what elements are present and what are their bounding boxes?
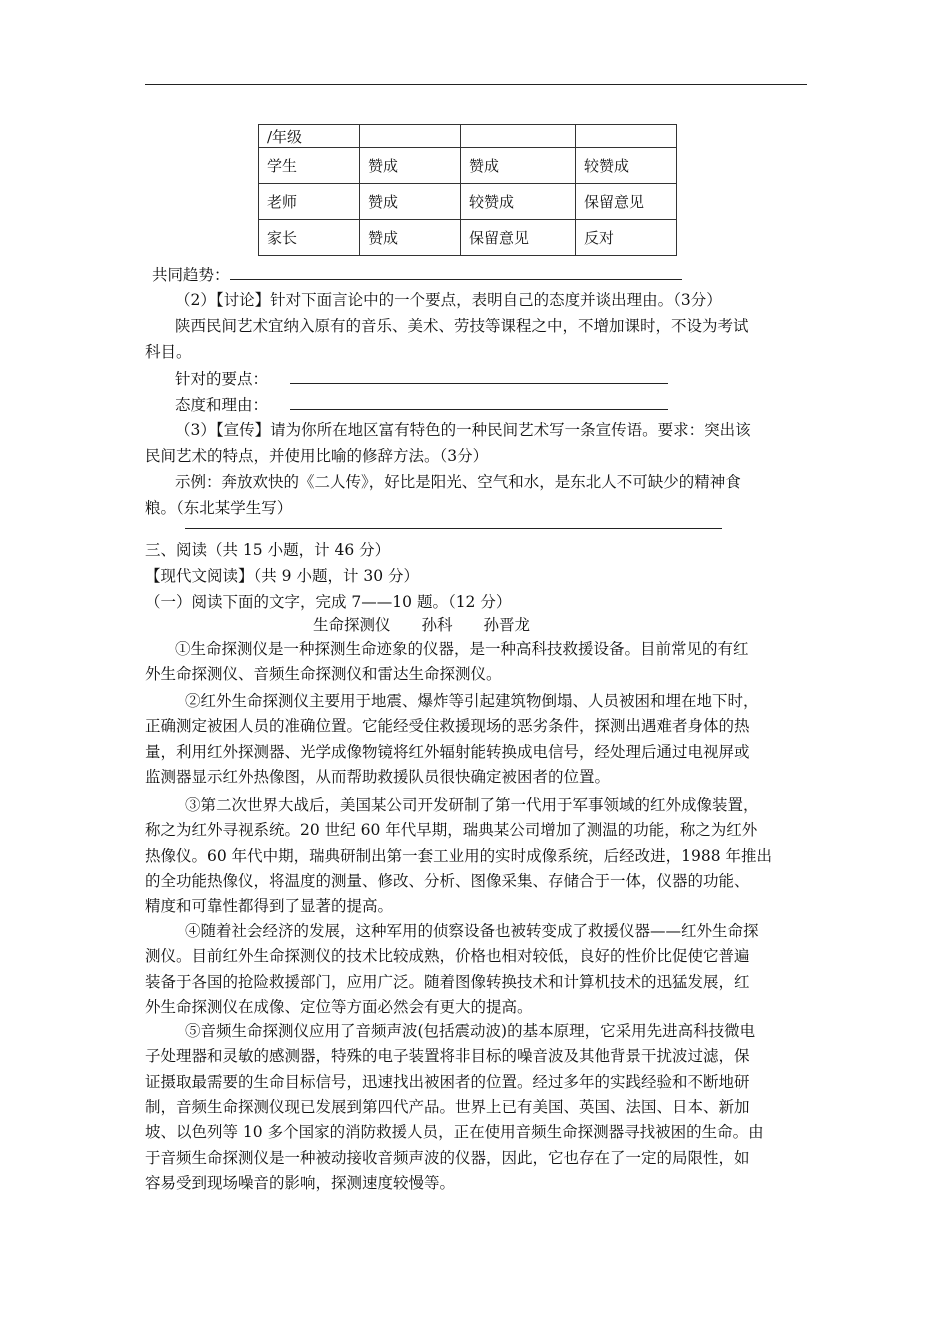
attitude-table [258, 124, 677, 256]
paragraph-4-line: 外生命探测仪在成像、定位等方面必然会有更大的提高。 [145, 998, 533, 1016]
table-header-row [259, 125, 677, 148]
table-cell: 赞成 [360, 148, 461, 184]
paragraph-5-line: 于音频生命探测仪是一种被动接收音频声波的仪器，因此，它也存在了一定的局限性，如 [145, 1149, 750, 1167]
q2-point-label: 针对的要点： [175, 370, 269, 388]
section-sub-heading: 【现代文阅读】（共 9 小题，计 30 分） [145, 567, 420, 585]
q3-answer-rule[interactable] [185, 528, 722, 529]
table-cell: 赞成 [360, 184, 461, 220]
paragraph-4-line: ④随着社会经济的发展，这种军用的侦察设备也被转变成了救援仪器——红外生命探 [185, 922, 759, 940]
q2-statement-line-2: 科目。 [145, 343, 192, 361]
paragraph-5-line: 坡、以色列等 10 多个国家的消防救援人员，正在使用音频生命探测器寻找被困的生命。由 [145, 1123, 764, 1141]
trend-line [152, 261, 682, 288]
paragraph-3-line: ③第二次世界大战后，美国某公司开发研制了第一代用于军事领域的红外成像装置， [185, 796, 759, 814]
article-title: 生命探测仪 孙科 孙晋龙 [313, 616, 531, 634]
table-cell: 家长 [259, 220, 360, 256]
trend-answer-blank[interactable] [230, 261, 682, 280]
section-heading: 三、阅读（共 15 小题，计 46 分） [145, 541, 391, 559]
table-cell: 学生 [259, 148, 360, 184]
table-row [259, 148, 677, 184]
paragraph-3-line: 称之为红外寻视系统。20 世纪 60 年代早期，瑞典某公司增加了测温的功能，称之为红外 [145, 821, 758, 839]
paragraph-1-line: ①生命探测仪是一种探测生命迹象的仪器，是一种高科技救援设备。目前常见的有红 [175, 640, 749, 658]
q3-example-line-2: 粮。（东北某学生写） [145, 499, 293, 517]
table-row [259, 220, 677, 256]
paragraph-5-line: 制，音频生命探测仪现已发展到第四代产品。世界上已有美国、英国、法国、日本、新加 [145, 1098, 750, 1116]
paragraph-2-line: ②红外生命探测仪主要用于地震、爆炸等引起建筑物倒塌、人员被困和埋在地下时， [185, 692, 759, 710]
q2-attitude-blank[interactable] [290, 391, 668, 410]
q2-statement-line-1: 陕西民间艺术宜纳入原有的音乐、美术、劳技等课程之中，不增加课时，不设为考试 [175, 317, 749, 335]
table-cell [576, 125, 677, 148]
q2-point-blank[interactable] [290, 365, 668, 384]
paragraph-2-line: 量，利用红外探测器、光学成像物镜将红外辐射能转换成电信号，经处理后通过电视屏或 [145, 743, 750, 761]
paragraph-3-line: 精度和可靠性都得到了显著的提高。 [145, 897, 394, 915]
table-cell: /年级 [259, 125, 360, 148]
table-cell: 反对 [576, 220, 677, 256]
paragraph-5-line: ⑤音频生命探测仪应用了音频声波(包括震动波)的基本原理，它采用先进高科技微电 [185, 1022, 756, 1040]
paragraph-3-line: 的全功能热像仪，将温度的测量、修改、分析、图像采集、存储合于一体，仪器的功能、 [145, 872, 750, 890]
table-row [259, 184, 677, 220]
paragraph-4-line: 装备于各国的抢险救援部门，应用广泛。随着图像转换技术和计算机技术的迅猛发展，红 [145, 973, 750, 991]
reading-instruction: （一）阅读下面的文字，完成 7——10 题。（12 分） [145, 593, 512, 611]
table-cell: 较赞成 [576, 148, 677, 184]
table-cell: 赞成 [461, 148, 576, 184]
q3-prompt-line-1: （3）【宣传】请为你所在地区富有特色的一种民间艺术写一条宣传语。要求：突出该 [175, 421, 751, 439]
table-cell: 较赞成 [461, 184, 576, 220]
paragraph-5-line: 容易受到现场噪音的影响，探测速度较慢等。 [145, 1174, 456, 1192]
q3-prompt-line-2: 民间艺术的特点，并使用比喻的修辞方法。（3分） [145, 447, 489, 465]
q3-example-line-1: 示例：奔放欢快的《二人传》，好比是阳光、空气和水，是东北人不可缺少的精神食 [175, 473, 741, 491]
paragraph-2-line: 监测器显示红外热像图，从而帮助救援队员很快确定被困者的位置。 [145, 768, 611, 786]
paragraph-5-line: 证摄取最需要的生命目标信号，迅速找出被困者的位置。经过多年的实践经验和不断地研 [145, 1073, 750, 1091]
table-cell [461, 125, 576, 148]
trend-label: 共同趋势： [152, 266, 230, 284]
paragraph-2-line: 正确测定被困人员的准确位置。它能经受住救援现场的恶劣条件，探测出遇难者身体的热 [145, 717, 750, 735]
paragraph-5-line: 子处理器和灵敏的感测器，特殊的电子装置将非目标的噪音波及其他背景干扰波过滤，保 [145, 1047, 750, 1065]
paragraph-1-line: 外生命探测仪、音频生命探测仪和雷达生命探测仪。 [145, 665, 502, 683]
q2-attitude-line [175, 391, 668, 418]
paragraph-4-line: 测仪。目前红外生命探测仪的技术比较成熟，价格也相对较低，良好的性价比促使它普遍 [145, 947, 750, 965]
paragraph-3-line: 热像仪。60 年代中期，瑞典研制出第一套工业用的实时成像系统，后经改进，1988 年推出 [145, 847, 773, 865]
table-cell [360, 125, 461, 148]
q2-attitude-label: 态度和理由： [175, 396, 269, 414]
q2-prompt: （2）【讨论】针对下面言论中的一个要点，表明自己的态度并谈出理由。（3分） [175, 291, 722, 309]
q2-point-line [175, 365, 668, 392]
header-rule [145, 84, 807, 85]
table-cell: 保留意见 [461, 220, 576, 256]
table-cell: 赞成 [360, 220, 461, 256]
table-cell: 保留意见 [576, 184, 677, 220]
table-cell: 老师 [259, 184, 360, 220]
